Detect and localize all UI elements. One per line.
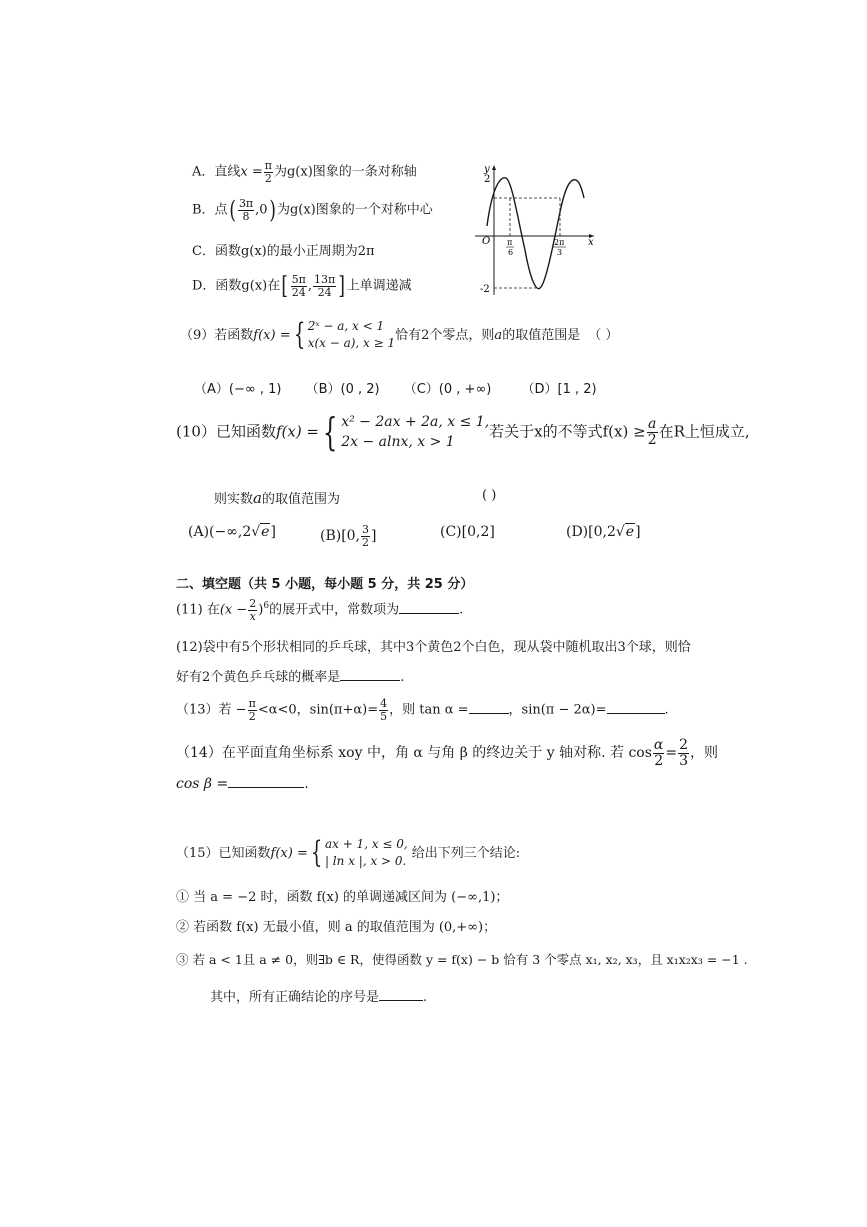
q11 — [176, 598, 463, 622]
numerator: 3π — [238, 196, 254, 210]
numerator: 13π — [313, 272, 336, 286]
q10-line2-text: 则实数 — [214, 492, 254, 507]
tick1-numerator: π — [507, 238, 513, 247]
fraction — [379, 698, 388, 722]
q14-blank[interactable] — [228, 786, 304, 788]
q9-cases — [308, 318, 395, 353]
sine-curve — [487, 178, 584, 289]
denominator: 5 — [380, 709, 388, 723]
q13-text1: <α<0，sin(π+α)= — [257, 702, 379, 718]
denominator: 2 — [248, 709, 256, 723]
denominator: 8 — [242, 209, 250, 223]
option-c-text: C．函数g(x)的最小正周期为2π — [192, 244, 375, 259]
q9-prefix: （9）若函数 — [180, 327, 254, 343]
q15-cases — [325, 836, 408, 871]
bracket: ] — [371, 528, 377, 545]
q15-case2: | ln x |, x > 0. — [324, 854, 407, 869]
q10-var-a: a — [253, 489, 262, 507]
q13-text3: ，sin(π − 2α)= — [508, 702, 607, 718]
numerator: a — [647, 416, 657, 433]
fraction — [264, 160, 273, 184]
q10-line2-text2: 的取值范围为 — [261, 492, 340, 507]
q11-text: 的展开式中，常数项为 — [269, 602, 400, 618]
denominator: 24 — [317, 285, 332, 299]
q10-option-b-text: (B)[0, — [320, 528, 361, 545]
q14-cos: cos β = — [176, 776, 229, 792]
period: . — [459, 602, 464, 618]
fraction — [313, 274, 336, 298]
numerator: α — [653, 737, 664, 753]
option-d-prefix: D．函数g(x)在 — [192, 278, 281, 294]
brace: { — [310, 835, 323, 871]
q14-text2: ，则 — [690, 745, 719, 762]
q15-conclusion-3: ③ 若 a < 1且 a ≠ 0，则∃b ∈ R，使得函数 y = f(x) − b 恰有 3 个零点 x₁, x₂, x₃，且 x₁x₂x₃ = −1 . — [176, 952, 748, 967]
denominator: 2 — [654, 752, 664, 769]
numerator: 4 — [380, 697, 388, 710]
numerator: 3 — [362, 523, 370, 536]
fraction — [361, 524, 370, 548]
q14-line2 — [176, 776, 309, 792]
q14-line1 — [176, 738, 718, 768]
q11-paren: ) — [258, 602, 264, 618]
q10-stem — [176, 412, 750, 453]
section-heading: 二、填空题（共 5 小题，每小题 5 分，共 25 分） — [176, 577, 474, 592]
fraction — [248, 698, 257, 722]
q10-prefix: (10）已知函数 — [176, 422, 276, 441]
q10-line2 — [214, 488, 340, 507]
brace: { — [322, 410, 338, 455]
q15-text: 给出下列三个结论: — [411, 845, 521, 861]
q15-blank[interactable] — [379, 999, 423, 1001]
y-bottom-label: -2 — [480, 284, 490, 295]
q12-text: 好有2个黄色乒乓球的概率是 — [176, 670, 341, 685]
q9-option-b: （B）(0 , 2) — [305, 382, 380, 397]
q10-option-c: (C)[0,2] — [440, 524, 495, 540]
q10-case2: 2x − alnx, x > 1 — [341, 434, 455, 451]
brace: { — [293, 317, 305, 353]
q10-option-a-text: (A)(−∞,2 — [188, 524, 252, 540]
period: . — [664, 702, 669, 718]
q15-prefix: （15）已知函数 — [176, 845, 271, 861]
option-a-text: 为g(x)图象的一条对称轴 — [273, 164, 417, 180]
root-e: e — [261, 524, 270, 540]
q8-option-b — [192, 196, 433, 224]
q10-option-b — [320, 524, 377, 548]
numerator: 5π — [291, 272, 306, 286]
q8-option-d: D．函数g(x)在[ $\frac{5\pi}{24}$ , $\frac{13\pi}{24}$ ]上单调递减 — [192, 272, 412, 300]
bracket: ] — [635, 524, 641, 540]
numerator: π — [248, 697, 256, 710]
q9-case2: x(x − a), x ≥ 1 — [307, 336, 396, 351]
period: . — [423, 990, 428, 1005]
q10-case1: x² − 2ax + 2a, x ≤ 1, — [341, 414, 490, 430]
option-a-prefix: A．直线 — [192, 164, 241, 180]
q11-expr: (x − — [219, 602, 248, 618]
option-b-mid: ,0 — [255, 202, 268, 218]
bracket-open: [ — [281, 272, 289, 300]
q10-answer-paren: ( ) — [482, 488, 497, 503]
q9-options — [194, 378, 597, 397]
equals: = — [665, 745, 678, 762]
q15-function: f(x) = — [270, 845, 308, 861]
fraction — [647, 417, 658, 447]
q10-option-a: (A)(−∞,2√e] — [188, 524, 276, 540]
period: . — [304, 776, 309, 792]
q9-var-a: a — [494, 327, 503, 343]
q13-prefix: （13）若 − — [176, 702, 247, 718]
q15-stem — [176, 836, 520, 871]
y-label: y — [484, 164, 490, 175]
numerator: π — [264, 159, 272, 172]
q9-option-a: （A）(−∞ , 1) — [194, 382, 282, 397]
denominator: 2 — [362, 535, 370, 549]
q9-option-d: （D）[1 , 2) — [521, 382, 597, 397]
option-b-prefix: B．点 — [192, 202, 228, 218]
q8-option-c — [192, 240, 375, 259]
numerator: 2 — [249, 597, 257, 610]
denominator: 2 — [264, 171, 272, 185]
paren-open: ( — [228, 196, 236, 224]
q9-option-c: （C）(0 , +∞) — [403, 382, 492, 397]
q15-case1: ax + 1, x ≤ 0, — [324, 837, 408, 851]
q10-cases — [341, 412, 489, 453]
q9-case1: 2ˣ − a, x < 1 — [307, 319, 385, 333]
sine-graph — [470, 160, 610, 300]
tick1-denominator: 6 — [508, 248, 514, 257]
q8-option-a — [192, 160, 417, 184]
q9-text: 恰有2个零点，则 — [395, 327, 495, 343]
denominator: 3 — [679, 752, 689, 769]
q12-blank[interactable] — [340, 679, 400, 681]
q11-exponent: 6 — [263, 601, 270, 612]
option-a-var: x = — [240, 164, 263, 180]
q9-answer-paren: （ ） — [588, 327, 619, 343]
q11-prefix: (11) 在 — [176, 602, 220, 618]
fraction — [238, 198, 254, 222]
q13-text2: ，则 tan α = — [389, 702, 469, 718]
q9-stem — [180, 318, 618, 353]
q10-text2: 在R上恒成立, — [658, 422, 750, 441]
denominator: x — [249, 609, 256, 623]
period: . — [400, 670, 405, 685]
q15-conclusion-1: ① 当 a = −2 时，函数 f(x) 的单调递减区间为 (−∞,1)； — [176, 890, 509, 905]
q15-conclusion-2: ② 若函数 f(x) 无最小值，则 a 的取值范围为 (0,+∞)； — [176, 920, 497, 935]
tick2-numerator: 2π — [554, 238, 565, 247]
option-b-text: 为g(x)图象的一个对称中心 — [276, 202, 433, 218]
q13 — [176, 698, 669, 722]
q15-last — [210, 986, 427, 1005]
q15-last-text: 其中，所有正确结论的序号是 — [210, 990, 380, 1005]
option-d-text: 上单调递减 — [346, 278, 412, 294]
q10-function: f(x) = — [275, 422, 320, 441]
q10-option-d-text: (D)[0,2 — [566, 524, 616, 540]
x-label: x — [588, 237, 594, 248]
denominator: 2 — [647, 431, 657, 448]
y-top-label: 2 — [484, 174, 491, 185]
q10-option-d: (D)[0,2√e] — [566, 524, 641, 540]
q14-text: （14）在平面直角坐标系 xoy 中，角 α 与角 β 的终边关于 y 轴对称. 若 cos — [176, 745, 652, 762]
root-e: e — [625, 524, 635, 540]
numerator: 2 — [679, 737, 689, 753]
q11-blank[interactable] — [399, 612, 459, 614]
q13-blank1[interactable] — [469, 712, 509, 714]
y-arrow-icon — [492, 165, 496, 170]
q9-function: f(x) = — [253, 327, 291, 343]
denominator: 24 — [291, 285, 306, 299]
fraction — [653, 738, 664, 768]
q13-blank2[interactable] — [607, 712, 665, 714]
q12-line1: (12)袋中有5个形状相同的乒乓球，其中3个黄色2个白色，现从袋中随机取出3个球，则恰 — [176, 640, 691, 655]
fraction — [678, 738, 689, 768]
tick2-denominator: 3 — [557, 248, 563, 257]
bracket-close: ] — [338, 272, 346, 300]
q12-line2 — [176, 666, 404, 685]
bracket: ] — [270, 524, 276, 540]
q9-text2: 的取值范围是 — [502, 327, 581, 343]
q10-text: 若关于x的不等式f(x) ≥ — [489, 422, 646, 441]
paren-close: ) — [268, 196, 276, 224]
fraction — [291, 274, 307, 298]
origin-label: O — [482, 236, 491, 247]
fraction — [248, 598, 257, 622]
